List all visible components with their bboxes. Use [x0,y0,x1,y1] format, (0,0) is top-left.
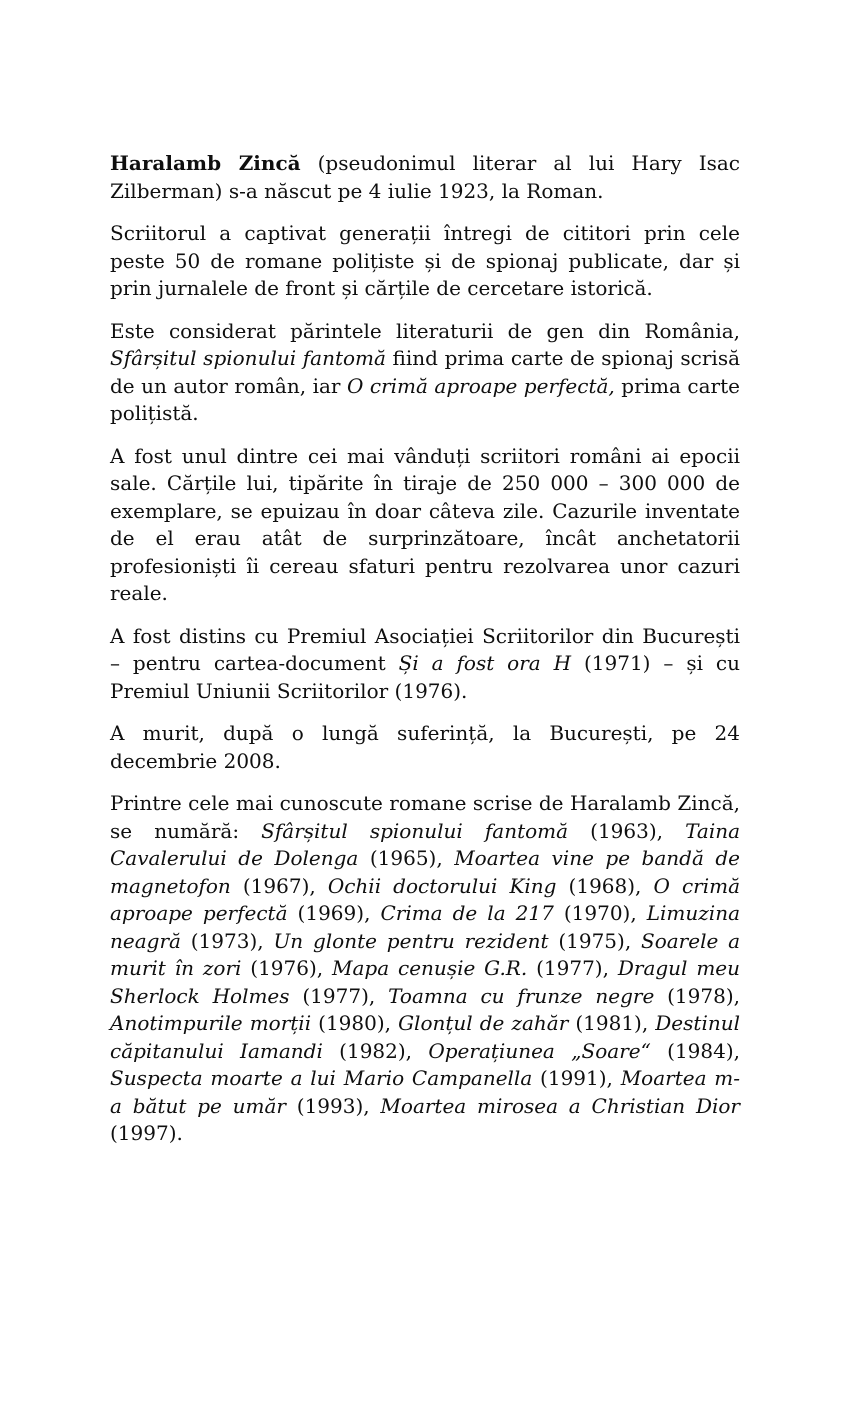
paragraph [110,150,740,205]
text-segment-italic: Mapa cenușie G.R. [332,956,528,980]
text-segment-italic: O crimă aproape perfectă, [346,373,615,398]
text-segment-italic: Soarele a murit în zori [110,928,741,980]
paragraph [110,720,740,775]
text-segment-italic: Un glonte pentru rezident [273,928,549,953]
text-segment-italic: Limuzina neagră [110,901,741,953]
text-segment-normal: (1997). [110,1121,183,1145]
text-segment-normal: (1978), [654,983,740,1008]
text-segment-italic: Suspecta moarte a lui Mario Campanella [110,1066,533,1090]
text-segment-italic: Crima de la 217 [380,901,554,925]
text-segment-normal: (1968), [556,873,654,898]
paragraph [110,443,740,608]
text-segment-italic: Operațiunea „Soare“ [428,1038,651,1063]
text-segment-normal: Scriitorul a captivat generații întregi de cititori prin cele peste 50 de romane polițiste și de spionaj publicate, dar și prin jurnalele de front și cărțile de cercetare istorică. [110,221,740,300]
text-segment-normal: (1982), [322,1038,429,1063]
paragraph [110,790,740,1148]
text-segment-normal: (1969), [287,901,381,925]
text-segment-normal: prima carte polițistă. [110,373,740,425]
text-segment-italic: Sfârșitul spionului fantomă [110,346,386,370]
text-segment-normal: (1975), [548,928,641,953]
text-segment-normal: A fost distins cu Premiul Asociației Scriitorilor din București – pentru cartea-document [110,623,740,675]
text-segment-normal: Este considerat părintele literaturii de gen din România, [110,318,740,343]
text-segment-italic: Și a fost ora H [398,651,572,675]
text-segment-normal: A murit, după o lungă suferință, la București, pe 24 decembrie 2008. [110,721,740,773]
text-segment-normal: (1970), [553,901,647,925]
text-segment-normal: (1981), [568,1011,656,1035]
paragraph [110,623,740,706]
text-segment-normal: (1993), [285,1093,381,1118]
text-segment-italic: Ochii doctorului King [327,873,557,898]
text-segment-italic: Anotimpurile morții [110,1011,312,1035]
text-segment-italic: Moartea mirosea a Christian Dior [380,1093,740,1118]
text-segment-italic: Sfârșitul spionului fantomă [261,818,569,843]
text-segment-italic: Taina Cavalerului de Dolenga [110,818,741,870]
paragraph [110,220,740,303]
text-segment-italic: Toamna cu frunze negre [388,983,655,1008]
paragraph [110,318,740,428]
text-segment-normal: (1965), [358,846,455,870]
text-segment-italic: Moartea vine pe bandă de magnetofon [110,846,740,898]
text-segment-bold: Haralamb Zincă [110,151,301,175]
text-segment-normal: (1976), [241,956,333,980]
text-segment-normal: A fost unul dintre cei mai vânduți scriitori români ai epocii sale. Cărțile lui, tipărite în tiraje de 250 000 – 300 000 de exemplare, se epuizau în doar câteva zile. Cazurile inventate de el erau atât de surprinzătoare, încât anchetatorii profesioniști îi cereau sfaturi pentru rezolvarea unor cazuri reale. [110,443,740,605]
article-body [110,150,740,1148]
text-segment-italic: Destinul căpitanului Iamandi [110,1011,740,1063]
text-segment-normal: (1984), [650,1038,740,1063]
text-segment-normal: (1980), [311,1011,399,1035]
text-segment-italic: Glonțul de zahăr [398,1011,569,1035]
text-segment-italic: Moartea m-a bătut pe umăr [110,1066,740,1118]
text-segment-italic: Dragul meu Sherlock Holmes [110,956,740,1008]
text-segment-normal: fiind prima carte de spionaj scrisă de un autor român, iar [110,346,741,398]
text-segment-normal: (pseudonimul literar al lui Hary Isac Zilberman) s-a născut pe 4 iulie 1923, la Roman. [110,151,740,203]
text-segment-normal: (1971) – și cu Premiul Uniunii Scriitorilor (1976). [110,651,740,703]
text-segment-normal: (1977), [527,956,618,980]
text-segment-normal: Printre cele mai cunoscute romane scrise de Haralamb Zincă, se numără: [110,791,740,843]
text-segment-normal: (1991), [532,1066,621,1090]
text-segment-normal: (1963), [568,818,686,843]
text-segment-normal: (1977), [289,983,389,1008]
text-segment-normal: (1973), [180,928,274,953]
text-segment-italic: O crimă aproape perfectă [110,873,740,925]
text-segment-normal: (1967), [230,873,328,898]
